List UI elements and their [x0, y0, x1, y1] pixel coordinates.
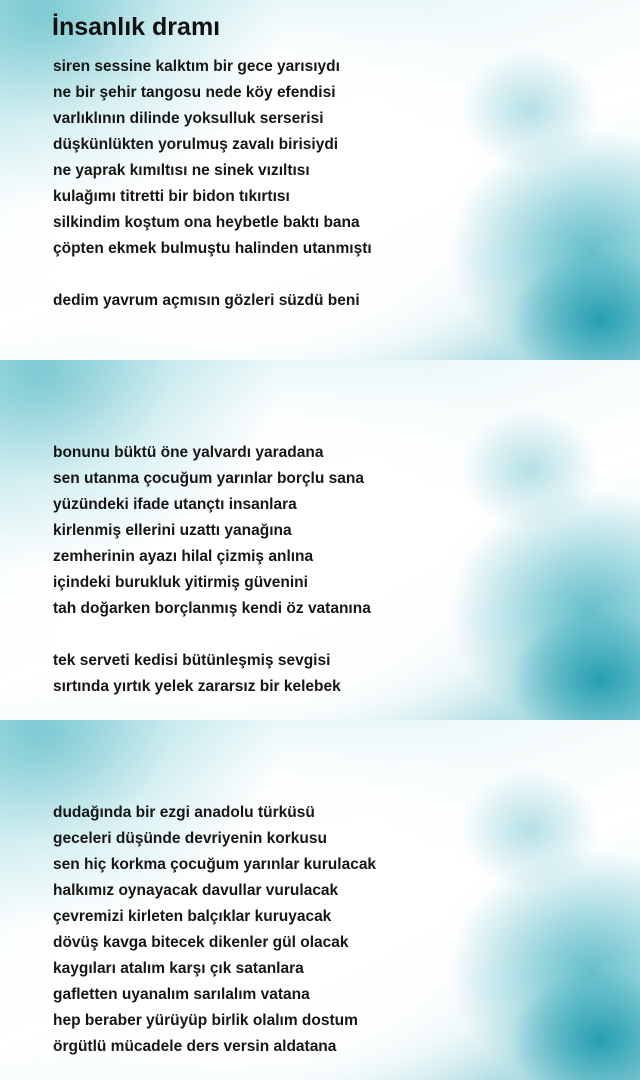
poem-line: içindeki burukluk yitirmiş güvenini [53, 574, 308, 591]
poem-line: varlıklının dilinde yoksulluk serserisi [53, 110, 324, 127]
poem-line: silkindim koştum ona heybetle baktı bana [53, 214, 360, 231]
poem-lines-1 [53, 54, 372, 314]
poem-panel-1 [0, 0, 640, 360]
poem-line: sen hiç korkma çocuğum yarınlar kurulacak [53, 856, 377, 873]
poem-line: ne yaprak kımıltısı ne sinek vızıltısı [53, 162, 310, 179]
poem-line: halkımız oynayacak davullar vurulacak [53, 882, 339, 899]
poem-line: tek serveti kedisi bütünleşmiş sevgisi [53, 652, 331, 669]
poem-lines-2 [53, 414, 371, 700]
poem-panel-3 [0, 720, 640, 1080]
poem-line: dövüş kavga bitecek dikenler gül olacak [53, 934, 349, 951]
poem-line: geceleri düşünde devriyenin korkusu [53, 830, 327, 847]
poem-line [53, 262, 372, 288]
poem-line: zemherinin ayazı hilal çizmiş anlına [53, 548, 314, 565]
poem-line: tah doğarken borçlanmış kendi öz vatanına [53, 600, 371, 617]
poem-title: İnsanlık dramı [52, 13, 221, 41]
poem-panel-2 [0, 360, 640, 720]
poem-line: yüzündeki ifade utançtı insanlara [53, 496, 297, 513]
poem-line [53, 774, 376, 800]
poem-line: siren sessine kalktım bir gece yarısıydı [53, 58, 340, 75]
poem-line: ne bir şehir tangosu nede köy efendisi [53, 84, 336, 101]
poem-line: kirlenmiş ellerini uzattı yanağına [53, 522, 292, 539]
poem-line: kaygıları atalım karşı çık satanlara [53, 960, 304, 977]
poem-line: çöpten ekmek bulmuştu halinden utanmıştı [53, 240, 372, 257]
poem-line: bonunu büktü öne yalvardı yaradana [53, 444, 324, 461]
poem-line: örgütlü mücadele ders versin aldatana [53, 1038, 337, 1055]
poem-line: çevremizi kirleten balçıklar kuruyacak [53, 908, 332, 925]
poem-line: gafletten uyanalım sarılalım vatana [53, 986, 310, 1003]
poem-line: düşkünlükten yorulmuş zavalı birisiydi [53, 136, 339, 153]
poem-lines-3 [53, 774, 376, 1060]
poem-line [53, 414, 371, 440]
poem-line: dudağında bir ezgi anadolu türküsü [53, 804, 315, 821]
poem-line: kulağımı titretti bir bidon tıkırtısı [53, 188, 290, 205]
poem-line [53, 622, 371, 648]
poem-line: sen utanma çocuğum yarınlar borçlu sana [53, 470, 364, 487]
poem-line: dedim yavrum açmısın gözleri süzdü beni [53, 292, 360, 309]
poem-line: hep beraber yürüyüp birlik olalım dostum [53, 1012, 358, 1029]
poem-line: sırtında yırtık yelek zararsız bir kelebek [53, 678, 341, 695]
